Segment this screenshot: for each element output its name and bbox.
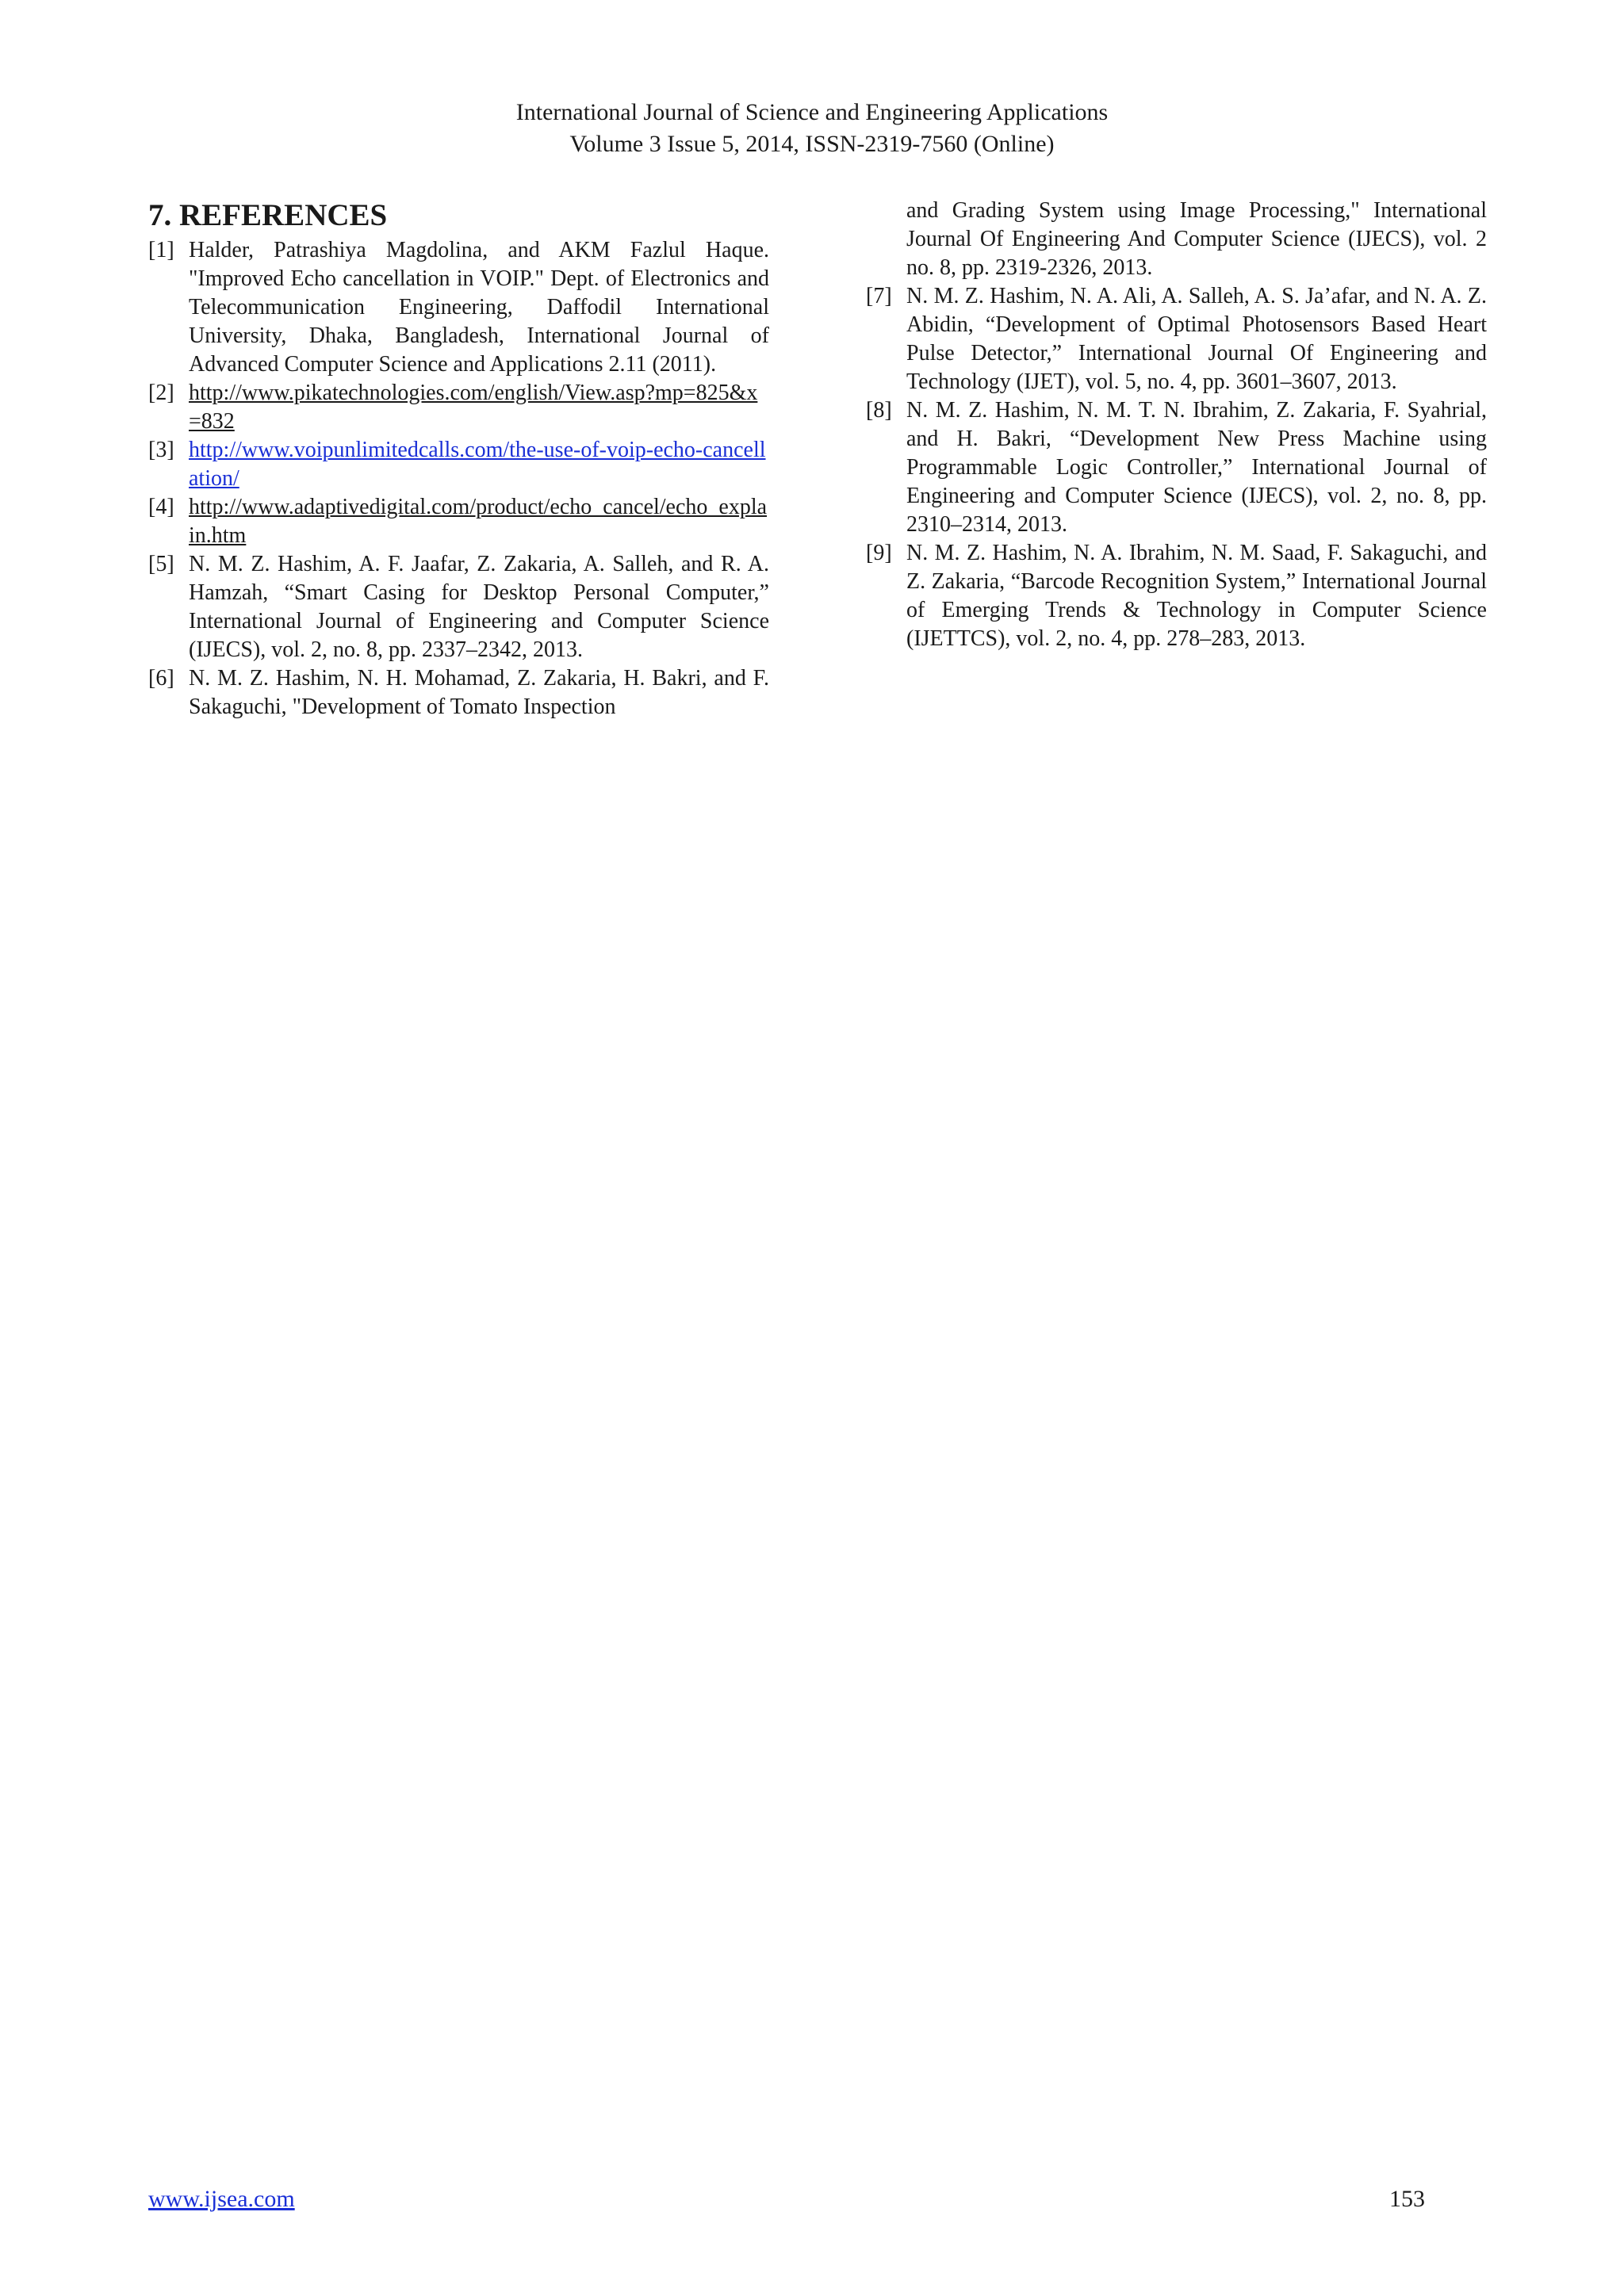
reference-5 xyxy=(148,550,769,664)
reference-3 xyxy=(148,436,769,493)
reference-number: [5] xyxy=(148,552,174,576)
page-number: 153 xyxy=(1389,2186,1425,2212)
reference-text: N. M. Z. Hashim, A. F. Jaafar, Z. Zakaria, A. Salleh, and R. A. Hamzah, “Smart Casing for Desktop Personal Computer,” International Journal of Engineering and Computer Science (IJECS), vol. 2, no. 8, pp. 2337–2342, 2013. xyxy=(189,552,769,662)
reference-link[interactable]: http://www.voipunlimitedcalls.com/the-use-of-voip-echo-cancellation/ xyxy=(189,438,766,491)
reference-8 xyxy=(866,396,1487,539)
reference-text: N. M. Z. Hashim, N. M. T. N. Ibrahim, Z. Zakaria, F. Syahrial, and H. Bakri, “Development New Press Machine using Programmable Logic Controller,” International Journal of Engineering and Computer Science (IJECS), vol. 2, no. 8, pp. 2310–2314, 2013. xyxy=(906,398,1487,537)
journal-title: International Journal of Science and Engineering Applications xyxy=(515,99,1109,125)
volume-info: Volume 3 Issue 5, 2014, ISSN-2319-7560 (Online) xyxy=(569,131,1055,157)
left-column xyxy=(148,197,769,721)
reference-number: [8] xyxy=(866,398,892,423)
reference-6 xyxy=(148,664,769,721)
reference-text: Halder, Patrashiya Magdolina, and AKM Fazlul Haque. "Improved Echo cancellation in VOIP." Dept. of Electronics and Telecommunication Engineering, Daffodil International University, Dhaka, Bangladesh, International Journal of Advanced Computer Science and Applications 2.11 (2011). xyxy=(189,238,769,377)
reference-9 xyxy=(866,539,1487,653)
right-column xyxy=(866,197,1487,653)
reference-2 xyxy=(148,379,769,436)
reference-number: [3] xyxy=(148,438,174,462)
reference-7 xyxy=(866,282,1487,396)
reference-number: [1] xyxy=(148,238,174,262)
section-heading: 7. REFERENCES xyxy=(148,198,388,232)
running-header xyxy=(0,97,1624,160)
reference-link[interactable]: http://www.pikatechnologies.com/english/View.asp?mp=825&x=832 xyxy=(189,381,758,434)
reference-text: N. M. Z. Hashim, N. H. Mohamad, Z. Zakaria, H. Bakri, and F. Sakaguchi, "Development of Tomato Inspection xyxy=(189,666,769,719)
reference-6-continued: and Grading System using Image Processing," International Journal Of Engineering And Computer Science (IJECS), vol. 2 no. 8, pp. 2319-2326, 2013. xyxy=(906,198,1487,280)
reference-link[interactable]: http://www.adaptivedigital.com/product/echo_cancel/echo_explain.htm xyxy=(189,495,768,548)
reference-number: [6] xyxy=(148,666,174,691)
reference-number: [2] xyxy=(148,381,174,405)
reference-text: N. M. Z. Hashim, N. A. Ibrahim, N. M. Saad, F. Sakaguchi, and Z. Zakaria, “Barcode Recognition System,” International Journal of Emerging Trends & Technology in Computer Science (IJETTCS), vol. 2, no. 4, pp. 278–283, 2013. xyxy=(906,541,1487,651)
reference-1 xyxy=(148,236,769,379)
reference-number: [4] xyxy=(148,495,174,519)
reference-number: [9] xyxy=(866,541,892,565)
reference-text: N. M. Z. Hashim, N. A. Ali, A. Salleh, A. S. Ja’afar, and N. A. Z. Abidin, “Development of Optimal Photosensors Based Heart Pulse Detector,” International Journal Of Engineering and Technology (IJET), vol. 5, no. 4, pp. 3601–3607, 2013. xyxy=(906,284,1487,394)
reference-4 xyxy=(148,493,769,550)
reference-number: [7] xyxy=(866,284,892,308)
footer-website-link[interactable]: www.ijsea.com xyxy=(148,2186,295,2212)
